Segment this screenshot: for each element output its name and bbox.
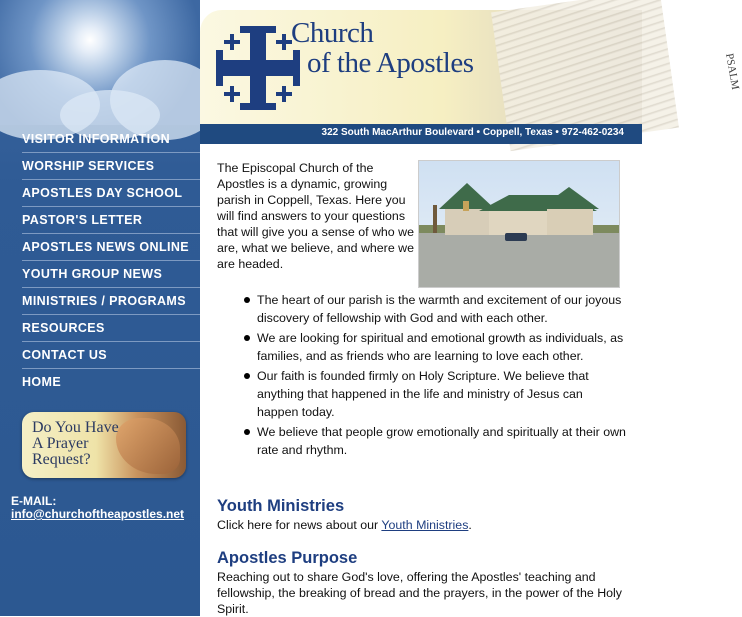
youth-ministries-text [217, 517, 627, 533]
prayer-line-3: Request? [32, 451, 91, 468]
sidebar-nav [22, 126, 200, 395]
list-item: Our faith is founded firmly on Holy Scripture. We believe that anything that happened in the life and ministry of Jesus can happen today. [217, 367, 627, 421]
list-item: The heart of our parish is the warmth and excitement of our joyous discovery of fellowship with God and with each other. [217, 291, 627, 327]
church-address: 322 South MacArthur Boulevard • Coppell, Texas • 972-462-0234 [321, 127, 624, 138]
sky-banner-image [0, 0, 200, 125]
title-line-2: of the Apostles [307, 47, 474, 79]
nav-youth-group-news[interactable]: YOUTH GROUP NEWS [22, 261, 200, 288]
youth-text-prefix: Click here for news about our [217, 518, 382, 532]
nav-contact-us[interactable]: CONTACT US [22, 342, 200, 369]
youth-ministries-heading: Youth Ministries [217, 497, 345, 515]
prayer-request-text [32, 420, 142, 468]
youth-text-suffix: . [468, 518, 472, 532]
apostles-purpose-heading: Apostles Purpose [217, 549, 358, 567]
psalm-label: PSALM [723, 52, 742, 91]
prayer-line-1: Do You Have [32, 419, 119, 436]
nav-pastors-letter[interactable]: PASTOR'S LETTER [22, 207, 200, 234]
youth-ministries-link[interactable]: Youth Ministries [381, 518, 469, 532]
prayer-line-2: A Prayer [32, 435, 89, 452]
intro-paragraph: The Episcopal Church of the Apostles is a dynamic, growing parish in Coppell, Texas. Here you will find answers to your questions that will give you a sense of who we are, what we believe, and where we are headed. [217, 161, 414, 271]
prayer-request-button[interactable] [22, 412, 186, 478]
church-logo-title[interactable] [291, 18, 474, 78]
list-item: We believe that people grow emotionally and spiritually at their own rate and rhythm. [217, 423, 627, 459]
header-banner [200, 10, 742, 124]
nav-worship-services[interactable]: WORSHIP SERVICES [22, 153, 200, 180]
nav-resources[interactable]: RESOURCES [22, 315, 200, 342]
apostles-purpose-text: Reaching out to share God's love, offering the Apostles' teaching and fellowship, the breaking of bread and the prayers, in the power of the Holy Spirit. [217, 570, 623, 616]
email-label: E-MAIL: [11, 494, 57, 508]
nav-home[interactable]: HOME [22, 375, 62, 389]
title-line-1: Church [291, 17, 374, 49]
psalm-page-text [718, 50, 742, 110]
nav-apostles-news-online[interactable]: APOSTLES NEWS ONLINE [22, 234, 200, 261]
list-item: We are looking for spiritual and emotional growth as individuals, as families, and as friends who are learning to love each other. [217, 329, 627, 365]
nav-ministries-programs[interactable]: MINISTRIES / PROGRAMS [22, 288, 200, 315]
church-building-photo [418, 160, 620, 288]
email-link[interactable]: info@churchoftheapostles.net [11, 507, 185, 521]
nav-visitor-information[interactable]: VISITOR INFORMATION [22, 126, 200, 153]
address-bar [200, 124, 642, 144]
nav-apostles-day-school[interactable]: APOSTLES DAY SCHOOL [22, 180, 200, 207]
belief-list [217, 291, 627, 461]
sidebar [0, 0, 200, 616]
